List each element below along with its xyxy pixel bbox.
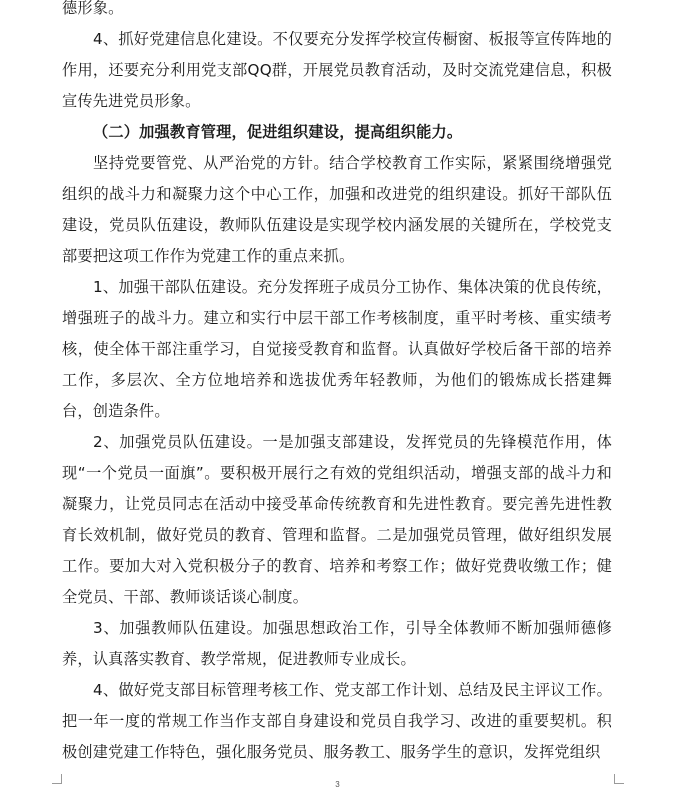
section-heading: （二）加强教育管理，促进组织建设，提高组织能力。 (93, 123, 463, 141)
paragraph-teacher-team: 3、加强教师队伍建设。加强思想政治工作，引导全体教师不断加强师德修养，认真落实教育、教学常规，促进教师专业成长。 (62, 619, 612, 668)
paragraph-cadre-team: 1、加强干部队伍建设。充分发挥班子成员分工协作、集体决策的优良传统，增强班子的战斗力。建立和实行中层干部工作考核制度，重平时考核、重实绩考核，使全体干部注重学习，自觉接受教育和监督。认真做好学校后备干部的培养工作，多层次、全方位地培养和选拔优秀年轻教师，为他们的锻炼成长搭建舞台，创造条件。 (62, 278, 612, 420)
paragraph-continuation: 德形象。 (62, 0, 124, 17)
paragraph-member-team: 2、加强党员队伍建设。一是加强支部建设，发挥党员的先锋模范作用，体现“一个党员一面旗”。要积极开展行之有效的党组织活动，增强支部的战斗力和凝聚力，让党员同志在活动中接受革命传统教育和先进性教育。要完善先进性教育长效机制，做好党员的教育、管理和监督。二是加强党员管理，做好组织发展工作。要加大对入党积极分子的教育、培养和考察工作；做好党费收缴工作；健全党员、干部、教师谈话谈心制度。 (62, 433, 612, 606)
paragraph-principle: 坚持党要管党、从严治党的方针。结合学校教育工作实际，紧紧围绕增强党组织的战斗力和凝聚力这个中心工作，加强和改进党的组织建设。抓好干部队伍建设，党员队伍建设，教师队伍建设是实现学校内涵发展的关键所在，学校党支部要把这项工作作为党建工作的重点来抓。 (62, 154, 612, 265)
page-number: 3 (335, 780, 340, 789)
paragraph-target-management: 4、做好党支部目标管理考核工作、党支部工作计划、总结及民主评议工作。把一年一度的常规工作当作支部自身建设和党员自我学习、改进的重要契机。积极创建党建工作特色，强化服务党员、服务教工、服务学生的意识，发挥党组织 (62, 681, 612, 761)
document-body (62, 0, 612, 768)
paragraph-party-informatization: 4、抓好党建信息化建设。不仅要充分发挥学校宣传橱窗、板报等宣传阵地的作用，还要充分利用党支部QQ群，开展党员教育活动，及时交流党建信息，积极宣传先进党员形象。 (62, 30, 612, 110)
